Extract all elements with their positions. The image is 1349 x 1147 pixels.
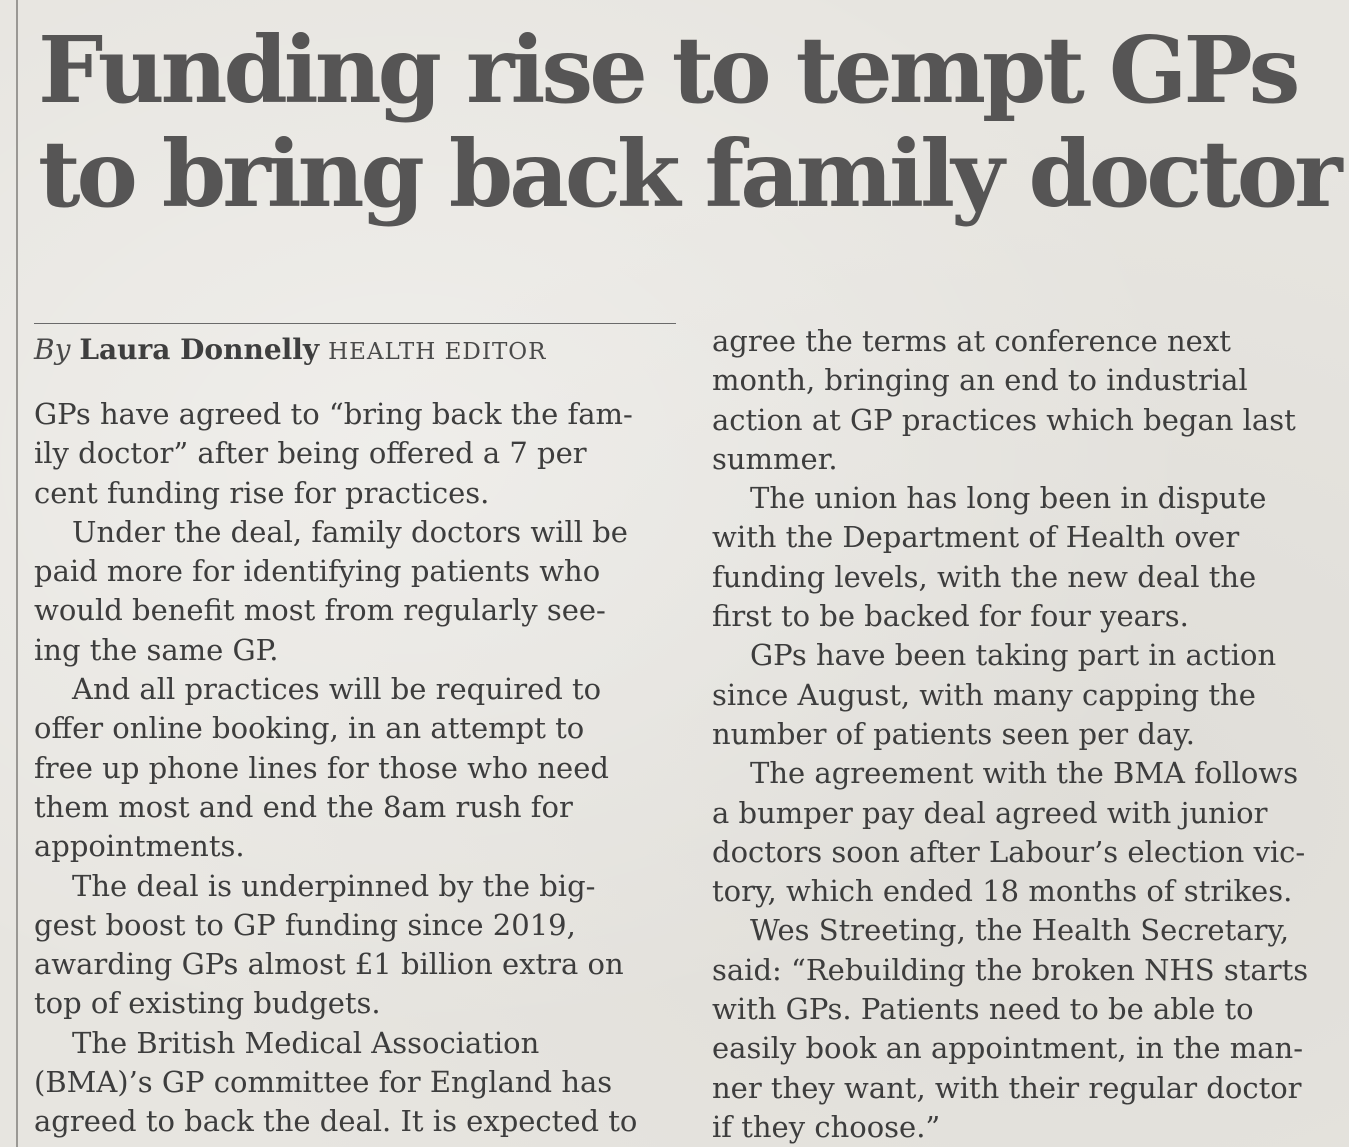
- text-line: a bumper pay deal agreed with junior: [712, 795, 1268, 830]
- text-line: month, bringing an end to industrial: [712, 363, 1248, 398]
- text-line: since August, with many capping the: [712, 677, 1256, 712]
- text-line: Wes Streeting, the Health Secretary,: [750, 913, 1290, 948]
- text-line: The union has long been in dispute: [750, 481, 1267, 516]
- text-line: cent funding rise for practices.: [34, 475, 490, 510]
- byline-prefix: By: [34, 333, 71, 366]
- text-line: ing the same GP.: [34, 632, 279, 667]
- text-line: (BMA)’s GP committee for England has: [34, 1065, 613, 1100]
- text-line: The deal is underpinned by the big-: [72, 868, 596, 903]
- text-line: if they choose.”: [712, 1109, 941, 1144]
- headline: [38, 18, 1338, 226]
- article-column-left: [34, 395, 674, 1142]
- headline-line-2: to bring back family doctor: [38, 120, 1339, 228]
- column-border: [16, 0, 18, 1147]
- text-line: with GPs. Patients need to be able to: [712, 992, 1254, 1027]
- byline-divider: [34, 323, 676, 324]
- byline-author: Laura Donnelly: [79, 333, 320, 366]
- text-line: would benefit most from regularly see-: [34, 593, 606, 628]
- text-line: ily doctor” after being offered a 7 per: [34, 436, 587, 471]
- text-line: first to be backed for four years.: [712, 599, 1189, 634]
- text-line: them most and end the 8am rush for: [34, 789, 573, 824]
- text-line: action at GP practices which began last: [712, 402, 1296, 437]
- text-line: paid more for identifying patients who: [34, 554, 601, 589]
- article-column-right: [712, 322, 1349, 1147]
- text-line: easily book an appointment, in the man-: [712, 1031, 1304, 1066]
- text-line: free up phone lines for those who need: [34, 750, 609, 785]
- text-line: GPs have agreed to “bring back the fam-: [34, 397, 633, 431]
- text-line: ner they want, with their regular doctor: [712, 1070, 1302, 1105]
- text-line: agree the terms at conference next: [712, 324, 1231, 358]
- text-line: Under the deal, family doctors will be: [72, 514, 628, 549]
- byline-role: HEALTH EDITOR: [328, 339, 547, 365]
- text-line: summer.: [712, 441, 838, 476]
- text-line: The agreement with the BMA follows: [750, 756, 1299, 791]
- byline: [34, 330, 546, 372]
- text-line: agreed to back the deal. It is expected to: [34, 1104, 638, 1139]
- text-line: said: “Rebuilding the broken NHS starts: [712, 952, 1309, 987]
- text-line: appointments.: [34, 829, 245, 864]
- text-line: number of patients seen per day.: [712, 716, 1195, 751]
- text-line: gest boost to GP funding since 2019,: [34, 907, 576, 942]
- text-line: And all practices will be required to: [72, 672, 602, 707]
- text-line: The British Medical Association: [72, 1025, 540, 1060]
- text-line: doctors soon after Labour’s election vic-: [712, 834, 1306, 869]
- text-line: funding levels, with the new deal the: [712, 559, 1257, 594]
- text-line: offer online booking, in an attempt to: [34, 711, 585, 746]
- text-line: top of existing budgets.: [34, 986, 381, 1021]
- text-line: with the Department of Health over: [712, 520, 1240, 555]
- text-line: tory, which ended 18 months of strikes.: [712, 874, 1293, 909]
- text-line: GPs have been taking part in action: [750, 638, 1277, 673]
- headline-line-1: Funding rise to tempt GPs: [38, 16, 1297, 124]
- text-line: awarding GPs almost £1 billion extra on: [34, 947, 624, 982]
